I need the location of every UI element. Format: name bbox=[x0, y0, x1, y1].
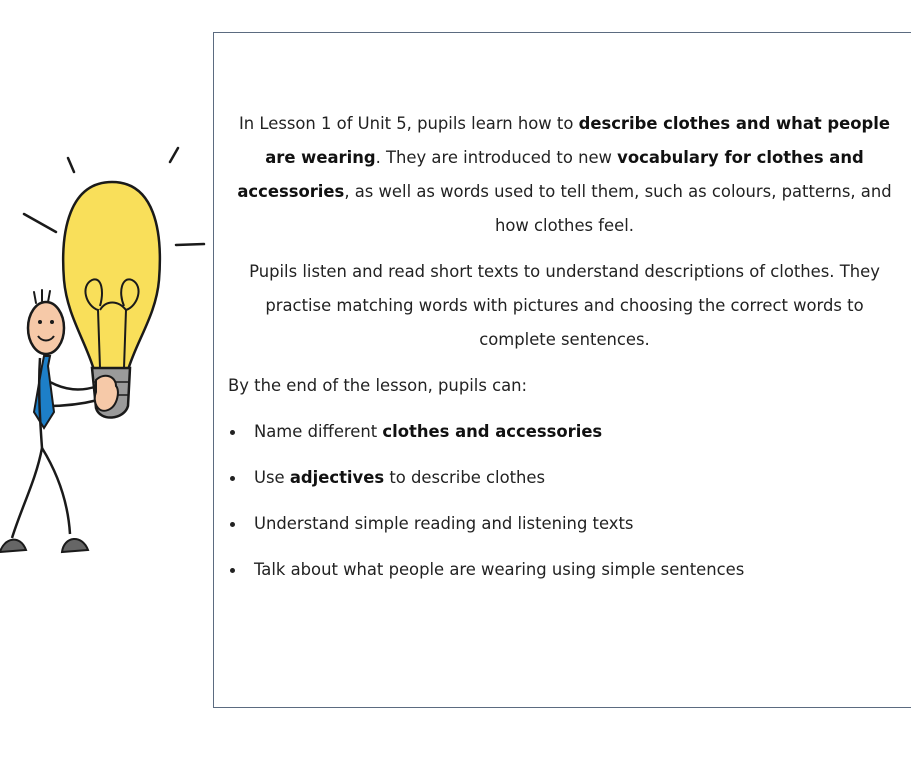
list-item-bold-text: adjectives bbox=[289, 468, 385, 487]
list-item bbox=[228, 461, 901, 495]
intro-bold-text: describe clothes and what people are wearing bbox=[265, 114, 891, 167]
list-item-text: Use bbox=[254, 468, 290, 487]
list-item-text: Talk about what people are wearing using simple sentences bbox=[254, 560, 745, 579]
activities-paragraph: Pupils listen and read short texts to understand descriptions of clothes. They practise matching words with pictures and choosing the correct words to complete sentences. bbox=[249, 262, 880, 349]
list-item bbox=[228, 553, 901, 587]
intro-paragraph bbox=[228, 107, 901, 243]
intro-text: , as well as words used to tell them, such as colours, patterns, and how clothes feel. bbox=[344, 182, 892, 235]
list-item-text: Understand simple reading and listening texts bbox=[254, 514, 634, 533]
list-item-text: Name different bbox=[254, 422, 383, 441]
list-item bbox=[228, 507, 901, 541]
idea-lightbulb-man-icon bbox=[0, 110, 210, 570]
intro-text: . They are introduced to new bbox=[375, 148, 618, 167]
intro-bold-text: vocabulary for clothes and accessories bbox=[237, 148, 864, 201]
list-item-bold-text: clothes and accessories bbox=[382, 422, 603, 441]
lesson-summary-box bbox=[213, 32, 911, 708]
outcomes-intro: By the end of the lesson, pupils can: bbox=[228, 376, 528, 395]
intro-text: In Lesson 1 of Unit 5, pupils learn how to bbox=[238, 114, 579, 133]
list-item-text: to describe clothes bbox=[384, 468, 546, 487]
list-item bbox=[228, 415, 901, 449]
outcomes-list bbox=[228, 415, 901, 587]
